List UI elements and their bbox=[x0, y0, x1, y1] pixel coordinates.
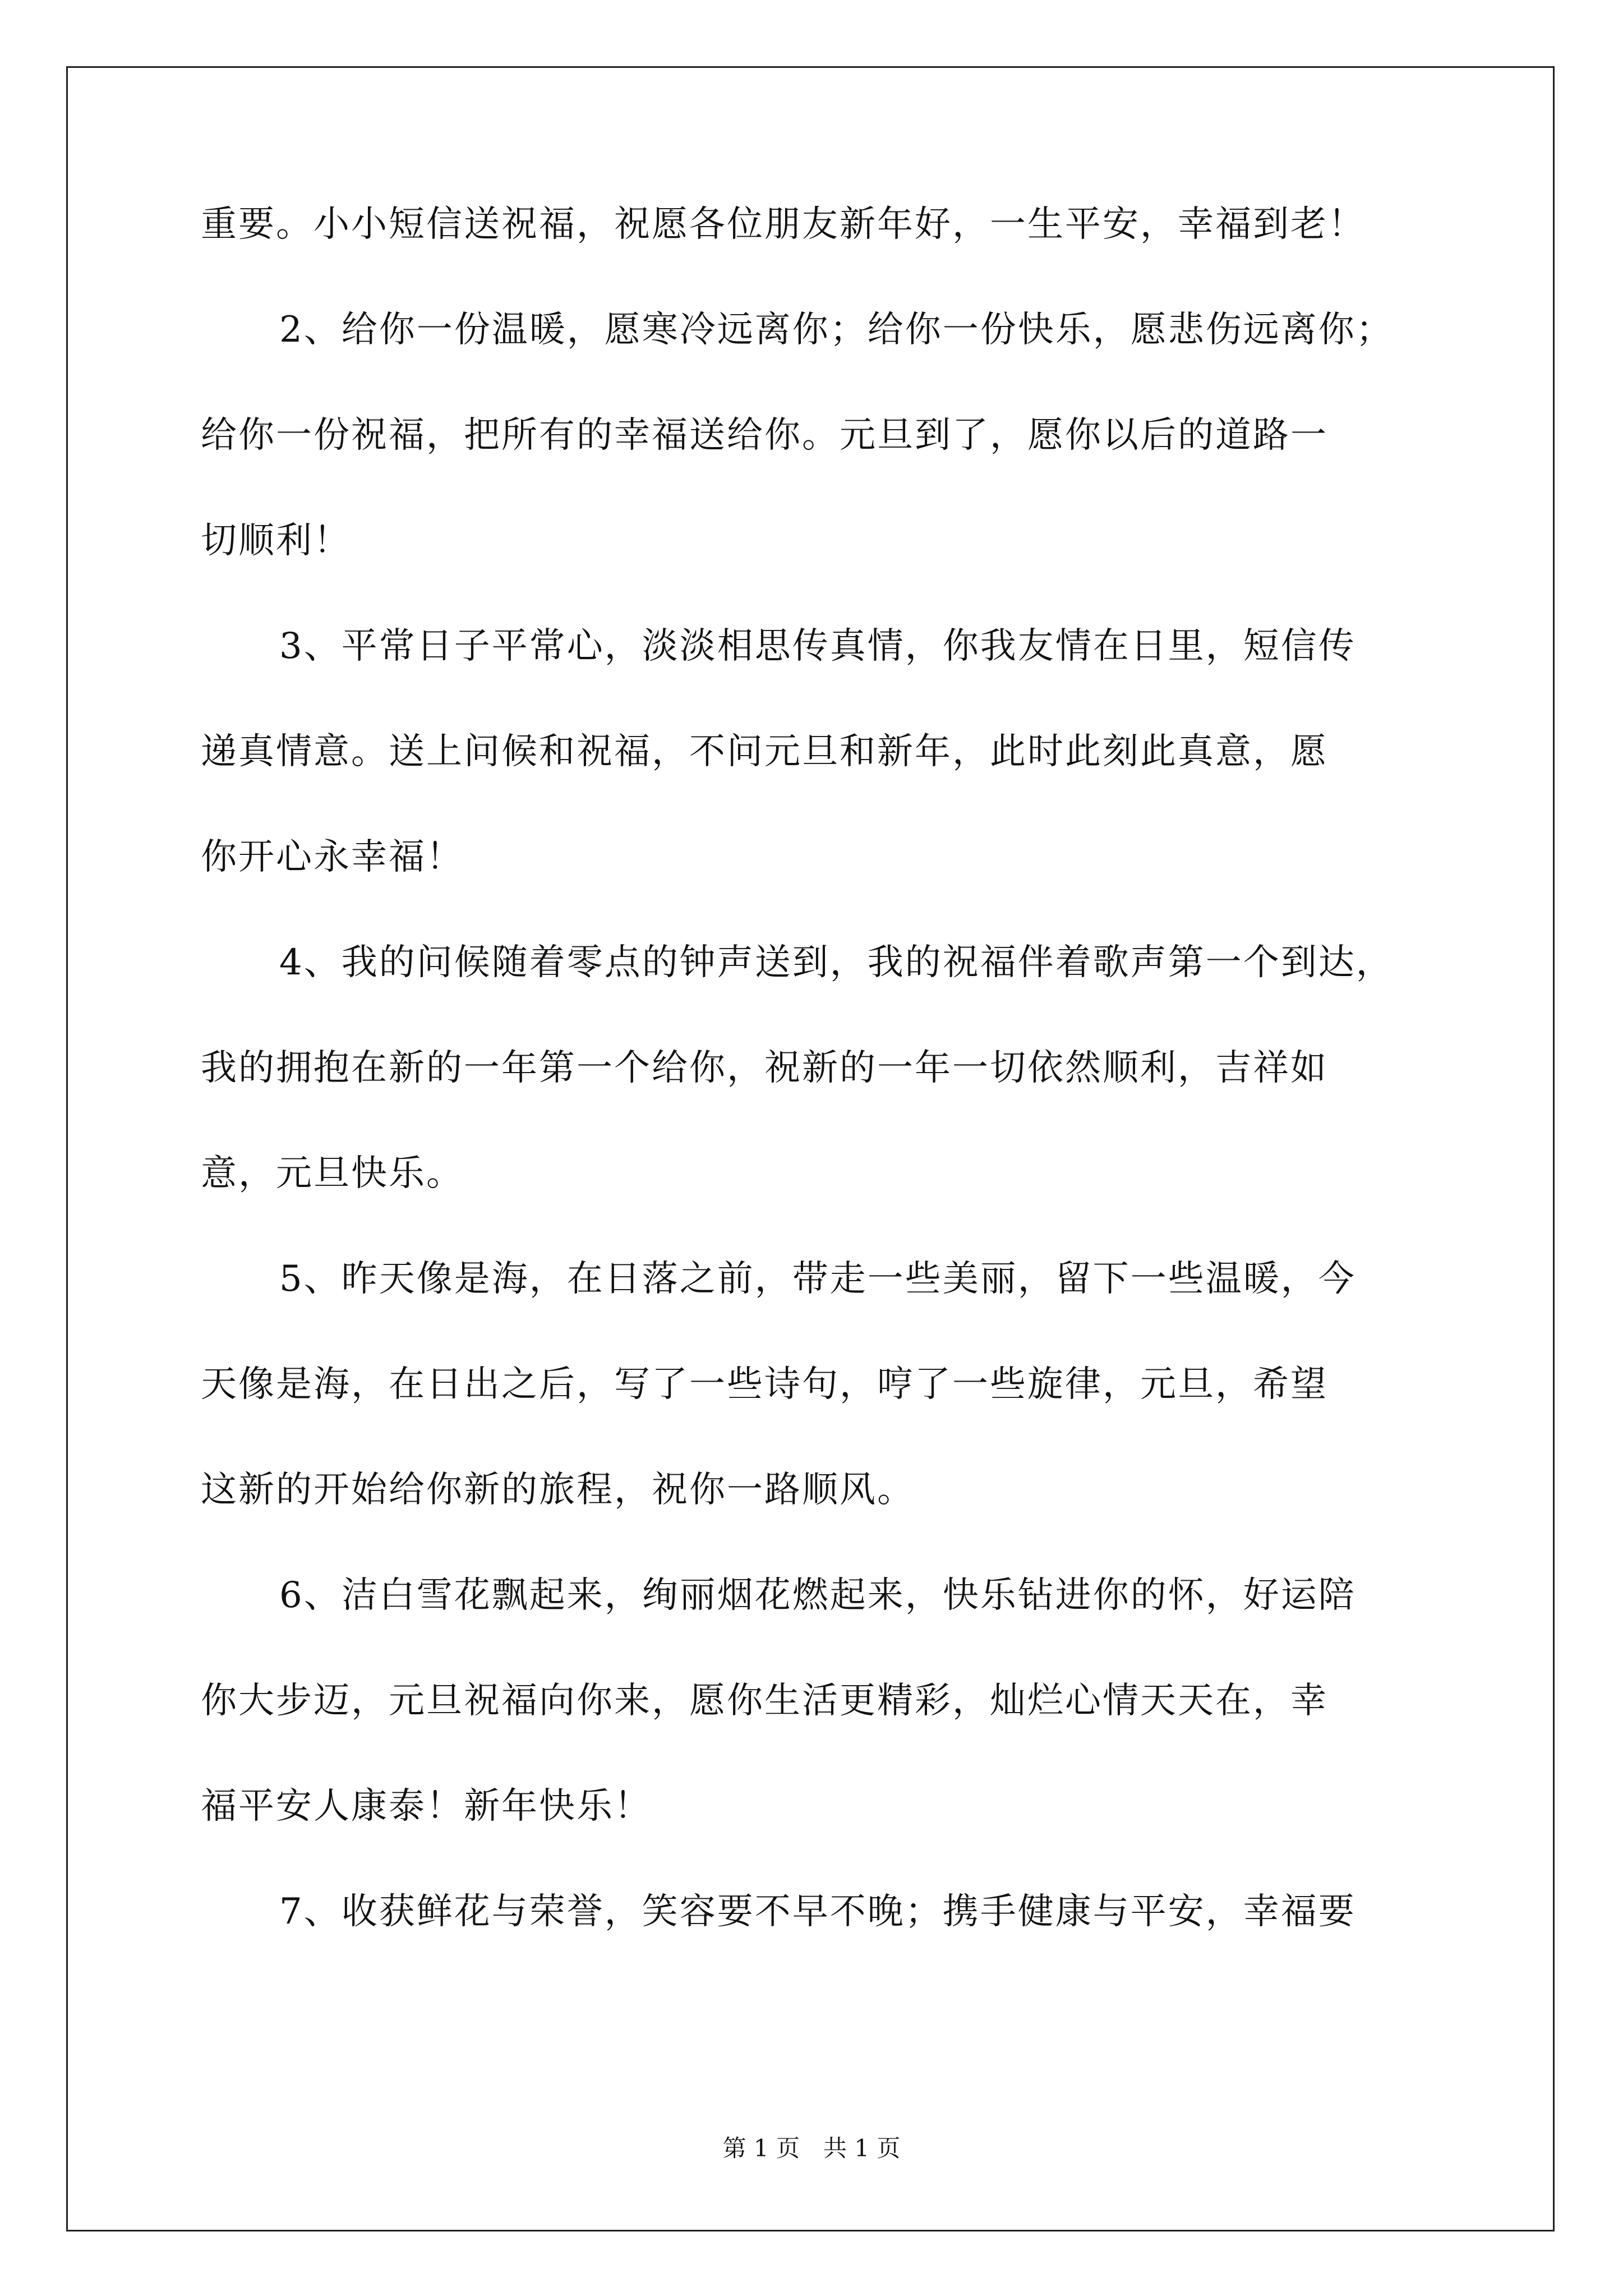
paragraph-3-line-1: 3、平常日子平常心，淡淡相思传真情，你我友情在日里，短信传 bbox=[279, 625, 1356, 667]
text-line: 天像是海，在日出之后，写了一些诗句，哼了一些旋律，元旦，希望 bbox=[201, 1364, 1328, 1405]
text-line: 我的拥抱在新的一年第一个给你，祝新的一年一切依然顺利，吉祥如 bbox=[201, 1047, 1328, 1089]
page-footer: 第 1 页 共 1 页 bbox=[722, 2134, 901, 2162]
paragraph-5-line-1: 5、昨天像是海，在日落之前，带走一些美丽，留下一些温暖，今 bbox=[279, 1258, 1356, 1300]
text-line: 你大步迈，元旦祝福向你来，愿你生活更精彩，灿烂心情天天在，幸 bbox=[201, 1680, 1328, 1722]
text-line: 切顺利！ bbox=[201, 520, 351, 562]
text-line: 这新的开始给你新的旅程，祝你一路顺风。 bbox=[201, 1469, 915, 1511]
text-line: 给你一份祝福，把所有的幸福送给你。元旦到了，愿你以后的道路一 bbox=[201, 415, 1328, 456]
text-line: 意，元旦快乐。 bbox=[201, 1153, 464, 1194]
paragraph-4-line-1: 4、我的问候随着零点的钟声送到，我的祝福伴着歌声第一个到达， bbox=[279, 942, 1394, 983]
paragraph-6-line-1: 6、洁白雪花飘起来，绚丽烟花燃起来，快乐钻进你的怀，好运陪 bbox=[279, 1575, 1356, 1616]
text-line: 重要。小小短信送祝福，祝愿各位朋友新年好，一生平安，幸福到老！ bbox=[201, 204, 1366, 245]
text-line: 你开心永幸福！ bbox=[201, 836, 464, 878]
text-line: 递真情意。送上问候和祝福，不问元旦和新年，此时此刻此真意，愿 bbox=[201, 731, 1328, 772]
paragraph-7-line-1: 7、收获鲜花与荣誉，笑容要不早不晚；携手健康与平安，幸福要 bbox=[279, 1891, 1356, 1932]
paragraph-2-line-1: 2、给你一份温暖，愿寒冷远离你；给你一份快乐，愿悲伤远离你； bbox=[279, 309, 1394, 351]
text-line: 福平安人康泰！新年快乐！ bbox=[201, 1786, 652, 1827]
